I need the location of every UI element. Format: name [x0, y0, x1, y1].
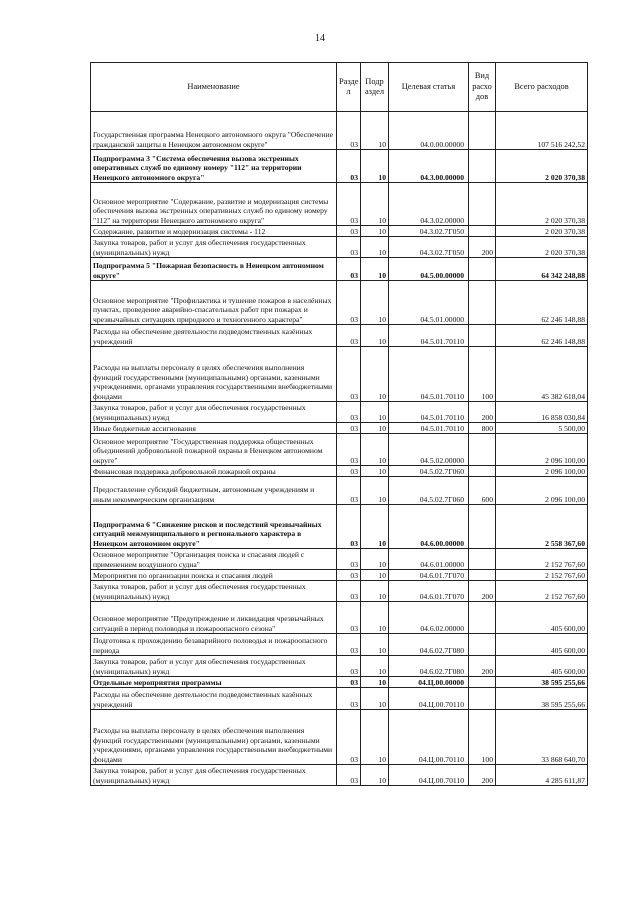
- row-name-cell: Основное мероприятие "Содержание, развитие и модернизация системы обеспечения вызова экстренных оперативных служб по единому номеру "112" на территории Ненецкого автономного округа": [91, 183, 337, 226]
- row-amount-cell: 2 152 767,60: [496, 549, 588, 570]
- row-section-cell: 03: [337, 237, 361, 258]
- row-name-cell: Основное мероприятие "Организация поиска и спасания людей с применением воздушного судна": [91, 549, 337, 570]
- row-expense-type-cell: 200: [469, 402, 496, 423]
- row-section-cell: 03: [337, 347, 361, 402]
- table-row: [91, 688, 588, 710]
- table-row: [91, 237, 588, 258]
- row-subsection-cell: 10: [361, 710, 389, 765]
- row-name-cell: Подпрограмма 3 "Система обеспечения вызова экстренных оперативных служб по единому номеру "112" на территории Ненецкого автономного округа": [91, 150, 337, 183]
- row-amount-cell: 2 020 370,38: [496, 183, 588, 226]
- row-section-cell: 03: [337, 549, 361, 570]
- row-target-cell: 04.5.02.7Г060: [389, 466, 469, 477]
- row-subsection-cell: 10: [361, 183, 389, 226]
- row-amount-cell: 2 096 100,00: [496, 434, 588, 466]
- row-target-cell: 04.Ц.00.70110: [389, 688, 469, 710]
- row-amount-cell: 405 600,00: [496, 602, 588, 634]
- row-amount-cell: 45 382 618,04: [496, 347, 588, 402]
- row-expense-type-cell: [469, 434, 496, 466]
- row-expense-type-cell: 600: [469, 477, 496, 505]
- row-subsection-cell: 10: [361, 434, 389, 466]
- header-subsection: Подр аздел: [361, 63, 389, 112]
- table-row: [91, 325, 588, 347]
- table-row: [91, 258, 588, 281]
- row-subsection-cell: 10: [361, 258, 389, 281]
- row-section-cell: 03: [337, 581, 361, 602]
- row-amount-cell: 2 020 370,38: [496, 226, 588, 237]
- row-section-cell: 03: [337, 466, 361, 477]
- row-name-cell: Предоставление субсидий бюджетным, автономным учреждениям и иным некоммерческим организациям: [91, 477, 337, 505]
- header-target: Целевая статья: [389, 63, 469, 112]
- row-expense-type-cell: [469, 325, 496, 347]
- row-name-cell: Содержание, развитие и модернизация системы - 112: [91, 226, 337, 237]
- header-section: Разде л: [337, 63, 361, 112]
- row-section-cell: 03: [337, 602, 361, 634]
- row-target-cell: 04.6.01.7Г070: [389, 581, 469, 602]
- row-subsection-cell: 10: [361, 112, 389, 150]
- row-amount-cell: 38 595 255,66: [496, 677, 588, 688]
- row-name-cell: Расходы на обеспечение деятельности подведомственных казённых учреждений: [91, 325, 337, 347]
- table-header-row: [91, 63, 588, 112]
- row-name-cell: Подпрограмма 5 "Пожарная безопасность в Ненецком автономном округе": [91, 258, 337, 281]
- row-target-cell: 04.6.02.00000: [389, 602, 469, 634]
- row-name-cell: Основное мероприятие "Государственная поддержка общественных объединений добровольной пожарной охраны в Ненецком автономном округе": [91, 434, 337, 466]
- row-subsection-cell: 10: [361, 150, 389, 183]
- row-target-cell: 04.Ц.00.70110: [389, 710, 469, 765]
- row-subsection-cell: 10: [361, 656, 389, 677]
- row-subsection-cell: 10: [361, 325, 389, 347]
- row-target-cell: 04.3.02.7Г050: [389, 237, 469, 258]
- row-section-cell: 03: [337, 710, 361, 765]
- row-expense-type-cell: [469, 602, 496, 634]
- row-target-cell: 04.6.02.7Г080: [389, 656, 469, 677]
- row-amount-cell: 2 020 370,38: [496, 150, 588, 183]
- row-section-cell: 03: [337, 634, 361, 656]
- row-amount-cell: 64 342 248,88: [496, 258, 588, 281]
- row-section-cell: 03: [337, 402, 361, 423]
- row-amount-cell: 16 858 030,84: [496, 402, 588, 423]
- row-section-cell: 03: [337, 505, 361, 549]
- row-subsection-cell: 10: [361, 765, 389, 786]
- row-expense-type-cell: [469, 258, 496, 281]
- row-target-cell: 04.5.02.00000: [389, 434, 469, 466]
- table-row: [91, 656, 588, 677]
- row-name-cell: Мероприятия по организации поиска и спасания людей: [91, 570, 337, 581]
- row-target-cell: 04.5.01.70110: [389, 402, 469, 423]
- table-row: [91, 570, 588, 581]
- row-target-cell: 04.3.02.00000: [389, 183, 469, 226]
- row-subsection-cell: 10: [361, 570, 389, 581]
- row-expense-type-cell: [469, 466, 496, 477]
- row-amount-cell: 33 868 640,70: [496, 710, 588, 765]
- row-name-cell: Основное мероприятие "Профилактика и тушение пожаров в населённых пунктах, проведение аварийно-спасательных работ при пожарах и чрезвычайных ситуациях природного и техногенного характера": [91, 281, 337, 325]
- row-amount-cell: 62 246 148,88: [496, 281, 588, 325]
- row-target-cell: 04.3.02.7Г050: [389, 226, 469, 237]
- table-row: [91, 581, 588, 602]
- row-subsection-cell: 10: [361, 581, 389, 602]
- row-name-cell: Отдельные мероприятия программы: [91, 677, 337, 688]
- row-section-cell: 03: [337, 434, 361, 466]
- row-target-cell: 04.5.01.70110: [389, 347, 469, 402]
- row-expense-type-cell: [469, 150, 496, 183]
- row-name-cell: Закупка товаров, работ и услуг для обеспечения государственных (муниципальных) нужд: [91, 656, 337, 677]
- row-amount-cell: 107 516 242,52: [496, 112, 588, 150]
- row-target-cell: 04.Ц.00.70110: [389, 765, 469, 786]
- header-total: Всего расходов: [496, 63, 588, 112]
- row-subsection-cell: 10: [361, 549, 389, 570]
- row-expense-type-cell: [469, 183, 496, 226]
- row-expense-type-cell: [469, 677, 496, 688]
- row-target-cell: 04.0.00.00000: [389, 112, 469, 150]
- row-expense-type-cell: [469, 281, 496, 325]
- row-amount-cell: 2 152 767,60: [496, 581, 588, 602]
- table-row: [91, 226, 588, 237]
- row-target-cell: 04.6.02.7Г080: [389, 634, 469, 656]
- row-subsection-cell: 10: [361, 466, 389, 477]
- row-subsection-cell: 10: [361, 505, 389, 549]
- row-section-cell: 03: [337, 150, 361, 183]
- row-target-cell: 04.Ц.00.00000: [389, 677, 469, 688]
- table-row: [91, 765, 588, 786]
- table-row: [91, 602, 588, 634]
- row-section-cell: 03: [337, 281, 361, 325]
- row-expense-type-cell: 100: [469, 347, 496, 402]
- row-section-cell: 03: [337, 570, 361, 581]
- row-subsection-cell: 10: [361, 423, 389, 434]
- row-expense-type-cell: 200: [469, 656, 496, 677]
- row-amount-cell: 2 020 370,38: [496, 237, 588, 258]
- row-subsection-cell: 10: [361, 402, 389, 423]
- table-row: [91, 423, 588, 434]
- table-row: [91, 710, 588, 765]
- table-row: [91, 183, 588, 226]
- row-expense-type-cell: [469, 549, 496, 570]
- row-section-cell: 03: [337, 183, 361, 226]
- header-expense-type: Вид расхо дов: [469, 63, 496, 112]
- row-name-cell: Расходы на выплаты персоналу в целях обеспечения выполнения функций государственными (муниципальными) органами, казенными учреждениями, органами управления государственными внебюджетными фондами: [91, 710, 337, 765]
- row-amount-cell: 405 600,00: [496, 634, 588, 656]
- row-expense-type-cell: 100: [469, 710, 496, 765]
- table-row: [91, 150, 588, 183]
- row-expense-type-cell: [469, 226, 496, 237]
- header-name: Наименование: [91, 63, 337, 112]
- row-section-cell: 03: [337, 677, 361, 688]
- row-target-cell: 04.5.02.7Г060: [389, 477, 469, 505]
- table-row: [91, 477, 588, 505]
- row-expense-type-cell: [469, 688, 496, 710]
- row-target-cell: 04.3.00.00000: [389, 150, 469, 183]
- row-name-cell: Расходы на обеспечение деятельности подведомственных казённых учреждений: [91, 688, 337, 710]
- row-expense-type-cell: [469, 112, 496, 150]
- row-name-cell: Закупка товаров, работ и услуг для обеспечения государственных (муниципальных) нужд: [91, 765, 337, 786]
- row-subsection-cell: 10: [361, 347, 389, 402]
- row-expense-type-cell: 200: [469, 237, 496, 258]
- row-name-cell: Закупка товаров, работ и услуг для обеспечения государственных (муниципальных) нужд: [91, 581, 337, 602]
- row-section-cell: 03: [337, 688, 361, 710]
- row-target-cell: 04.5.01.00000: [389, 281, 469, 325]
- table-row: [91, 112, 588, 150]
- row-subsection-cell: 10: [361, 281, 389, 325]
- row-expense-type-cell: 200: [469, 581, 496, 602]
- row-section-cell: 03: [337, 258, 361, 281]
- row-amount-cell: 405 600,00: [496, 656, 588, 677]
- row-amount-cell: 62 246 148,88: [496, 325, 588, 347]
- row-expense-type-cell: 800: [469, 423, 496, 434]
- table-row: [91, 505, 588, 549]
- row-name-cell: Подпрограмма 6 "Снижение рисков и последствий чрезвычайных ситуаций межмуниципального и регионального характера в Ненецком автономном округе": [91, 505, 337, 549]
- row-section-cell: 03: [337, 423, 361, 434]
- row-amount-cell: 38 595 255,66: [496, 688, 588, 710]
- table-row: [91, 281, 588, 325]
- row-target-cell: 04.5.01.70110: [389, 423, 469, 434]
- table-row: [91, 402, 588, 423]
- row-target-cell: 04.6.01.7Г070: [389, 570, 469, 581]
- table-row: [91, 434, 588, 466]
- table-row: [91, 549, 588, 570]
- row-name-cell: Расходы на выплаты персоналу в целях обеспечения выполнения функций государственными (муниципальными) органами, казенными учреждениями, органами управления государственными внебюджетными фондами: [91, 347, 337, 402]
- row-subsection-cell: 10: [361, 688, 389, 710]
- row-expense-type-cell: 200: [469, 765, 496, 786]
- row-name-cell: Подготовка к прохождению безаварийного половодья и пожароопасного периода: [91, 634, 337, 656]
- row-subsection-cell: 10: [361, 602, 389, 634]
- row-subsection-cell: 10: [361, 634, 389, 656]
- table-row: [91, 634, 588, 656]
- row-amount-cell: 5 500,00: [496, 423, 588, 434]
- row-subsection-cell: 10: [361, 677, 389, 688]
- row-amount-cell: 2 096 100,00: [496, 477, 588, 505]
- row-name-cell: Государственная программа Ненецкого автономного округа "Обеспечение гражданской защиты в Ненецком автономном округе": [91, 112, 337, 150]
- row-amount-cell: 2 558 367,60: [496, 505, 588, 549]
- row-amount-cell: 2 096 100,00: [496, 466, 588, 477]
- row-name-cell: Основное мероприятие "Предупреждение и ликвидация чрезвычайных ситуаций в период половодья и пожароопасного сезона": [91, 602, 337, 634]
- row-target-cell: 04.6.00.00000: [389, 505, 469, 549]
- row-target-cell: 04.5.00.00000: [389, 258, 469, 281]
- row-expense-type-cell: [469, 570, 496, 581]
- row-section-cell: 03: [337, 226, 361, 237]
- row-name-cell: Финансовая поддержка добровольной пожарной охраны: [91, 466, 337, 477]
- table-row: [91, 347, 588, 402]
- row-subsection-cell: 10: [361, 226, 389, 237]
- row-name-cell: Закупка товаров, работ и услуг для обеспечения государственных (муниципальных) нужд: [91, 237, 337, 258]
- row-subsection-cell: 10: [361, 477, 389, 505]
- row-amount-cell: 4 285 611,87: [496, 765, 588, 786]
- row-expense-type-cell: [469, 634, 496, 656]
- row-amount-cell: 2 152 767,60: [496, 570, 588, 581]
- page-number: 14: [315, 33, 325, 44]
- row-section-cell: 03: [337, 477, 361, 505]
- row-target-cell: 04.5.01.70110: [389, 325, 469, 347]
- expenditure-table: [90, 62, 588, 786]
- table-row: [91, 677, 588, 688]
- row-target-cell: 04.6.01.00000: [389, 549, 469, 570]
- row-section-cell: 03: [337, 325, 361, 347]
- row-expense-type-cell: [469, 505, 496, 549]
- row-subsection-cell: 10: [361, 237, 389, 258]
- table-row: [91, 466, 588, 477]
- row-section-cell: 03: [337, 112, 361, 150]
- row-section-cell: 03: [337, 765, 361, 786]
- row-name-cell: Иные бюджетные ассигнования: [91, 423, 337, 434]
- row-section-cell: 03: [337, 656, 361, 677]
- row-name-cell: Закупка товаров, работ и услуг для обеспечения государственных (муниципальных) нужд: [91, 402, 337, 423]
